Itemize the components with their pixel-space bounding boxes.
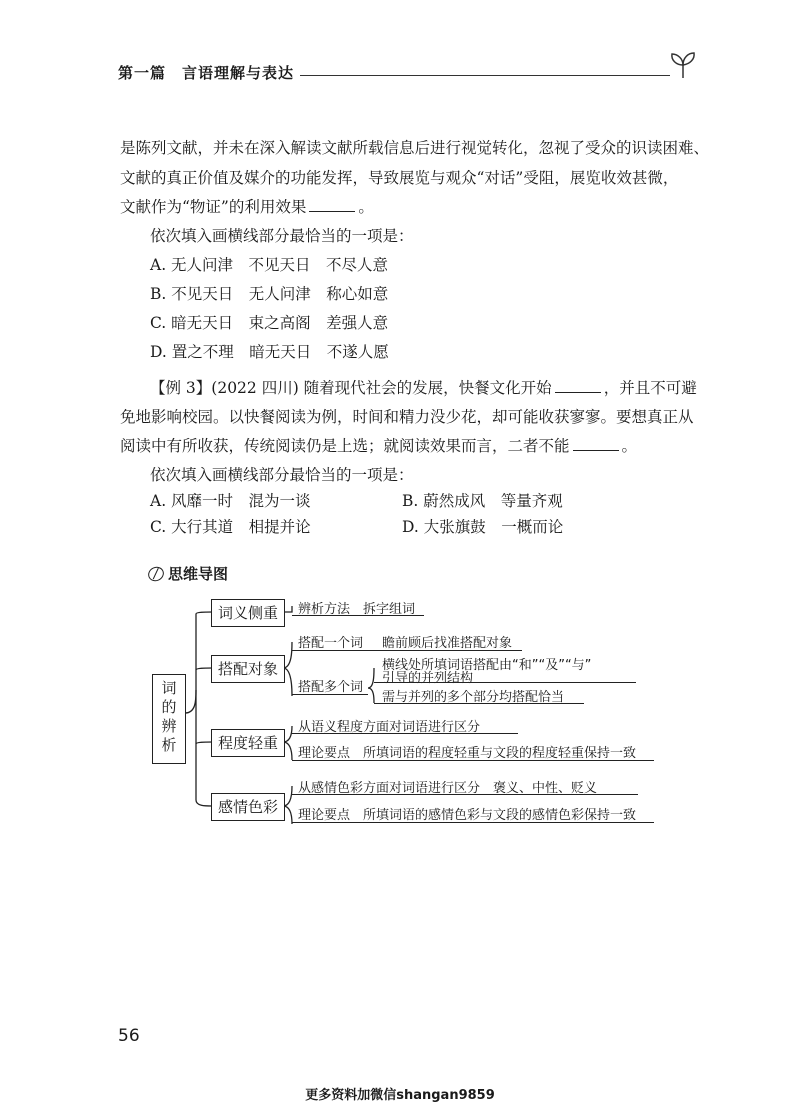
q3-line3-text: 阅读中有所收获，传统阅读仍是上选；就阅读效果而言，二者不能 <box>120 437 570 455</box>
b2-s1-text: 瞻前顾后找准搭配对象 <box>382 636 513 651</box>
b4-line1: 从感情色彩方面对词语进行区分 褒义、中性、贬义 <box>298 781 598 796</box>
b4-underline2 <box>292 822 654 823</box>
page-number: 56 <box>118 1026 140 1046</box>
q2-option-b: B. 不见天日 无人问津 称心如意 <box>150 285 389 303</box>
q2-line3-text: 文献作为“物证”的利用效果 <box>120 198 307 216</box>
branch-chengdu: 程度轻重 <box>211 729 285 757</box>
b4-line2: 理论要点 所填词语的感情色彩与文段的感情色彩保持一致 <box>298 808 637 823</box>
b2-s2-text1: 横线处所填词语搭配由“和”“及”“与” <box>382 658 592 673</box>
q3-line2: 免地影响校园。以快餐阅读为例，时间和精力没少花，却可能收获寥寥。要想真正从 <box>120 408 694 426</box>
q2-option-a: A. 无人问津 不见天日 不尽人意 <box>150 256 389 274</box>
b2-s2-text2: 引导的并列结构 <box>382 671 474 686</box>
b2-s2-text-underline <box>374 682 636 683</box>
b2-s1-label: 搭配一个词 <box>298 636 364 651</box>
b2-s2-label: 搭配多个词 <box>298 680 364 695</box>
root-char-2: 的 <box>161 698 177 716</box>
q3-line3-end: 。 <box>621 437 638 455</box>
b3-underline2 <box>292 760 654 761</box>
q3-prompt: 依次填入画横线部分最恰当的一项是： <box>150 466 414 484</box>
b1-text: 辨析方法 拆字组词 <box>298 602 416 617</box>
branch-ciyi: 词义侧重 <box>211 599 285 627</box>
q3-line1-end: ，并且不可避 <box>603 379 697 397</box>
q3-option-c: C. 大行其道 相提并论 <box>150 518 311 536</box>
b2-s2-text3: 需与并列的多个部分均搭配恰当 <box>382 690 565 705</box>
q2-line1: 是陈列文献，并未在深入解读文献所载信息后进行视觉转化，忽视了受众的识读困难、 <box>120 139 710 157</box>
q2-option-c: C. 暗无天日 束之高阁 差强人意 <box>150 314 389 332</box>
b2-s2-underline <box>292 694 368 695</box>
b3-underline1 <box>292 733 518 734</box>
b2-s2-text3-underline <box>374 703 584 704</box>
q3-option-a: A. 风靡一时 混为一谈 <box>150 492 311 510</box>
chapter-header: 第一篇 言语理解与表达 <box>118 64 295 82</box>
root-char-1: 词 <box>161 679 177 697</box>
b1-underline <box>292 615 424 616</box>
b4-underline1 <box>292 794 638 795</box>
root-char-4: 析 <box>161 736 177 754</box>
q3-line1-text: 【例 3】(2022 四川) 随着现代社会的发展，快餐文化开始 <box>150 379 552 397</box>
footer-note: 更多资料加微信shangan9859 <box>305 1088 495 1103</box>
branch-dapei: 搭配对象 <box>211 655 285 683</box>
b2-s1-underline <box>292 650 522 651</box>
q2-line2: 文献的真正价值及媒介的功能发挥，导致展览与观众“对话”受阻，展览收效甚微， <box>120 169 679 187</box>
root-char-3: 辨 <box>161 717 177 735</box>
b3-line2: 理论要点 所填词语的程度轻重与文段的程度轻重保持一致 <box>298 746 637 761</box>
q3-option-d: D. 大张旗鼓 一概而论 <box>402 518 564 536</box>
b3-line1: 从语义程度方面对词语进行区分 <box>298 720 481 735</box>
q3-option-b: B. 蔚然成风 等量齐观 <box>402 492 563 510</box>
q2-option-d: D. 置之不理 暗无天日 不遂人愿 <box>150 343 389 361</box>
q2-line3-end: 。 <box>358 198 374 216</box>
mindmap-root <box>152 674 186 764</box>
q2-prompt: 依次填入画横线部分最恰当的一项是： <box>150 227 414 245</box>
mindmap-heading-text: 思维导图 <box>168 565 229 583</box>
branch-ganqing: 感情色彩 <box>211 793 285 821</box>
